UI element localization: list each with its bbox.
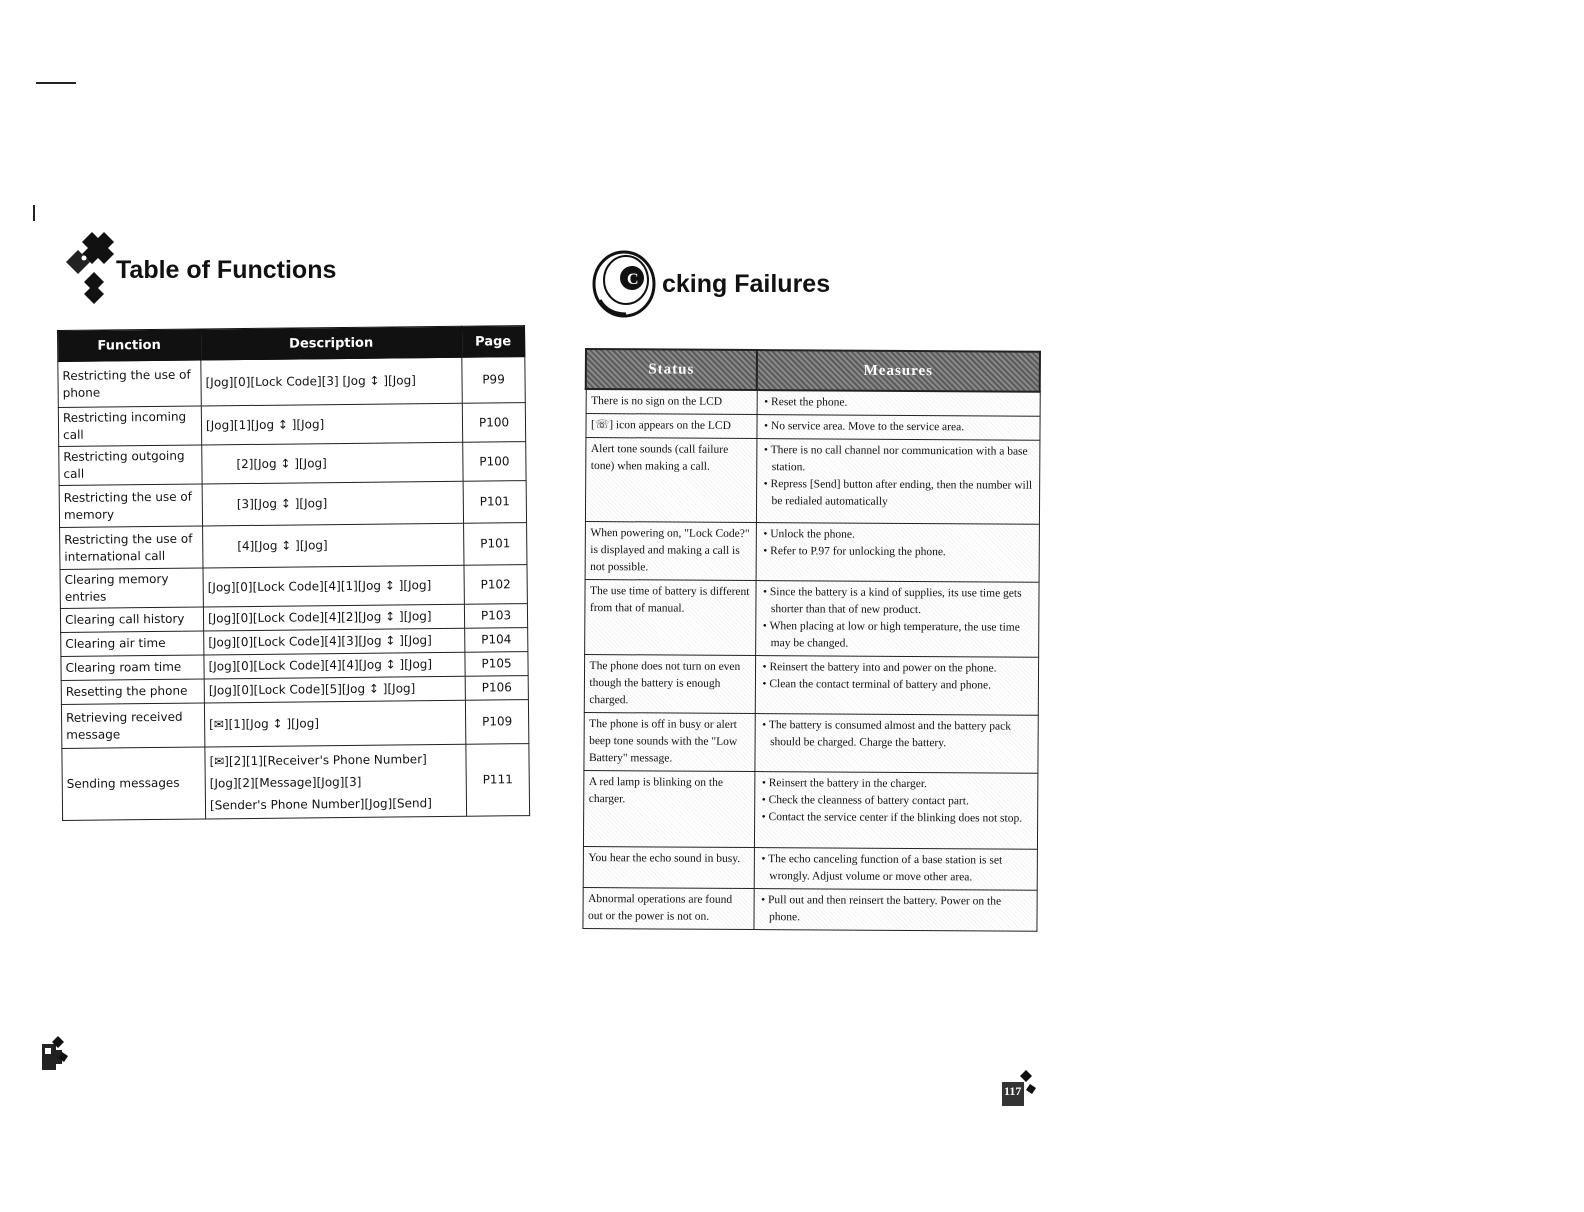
svg-text:C: C — [627, 271, 639, 288]
measure-item: • Reinsert the battery into and power on the phone. — [760, 659, 1032, 678]
table-row — [60, 523, 527, 570]
page-cell: P100 — [462, 403, 525, 443]
function-cell: Sending messages — [62, 747, 206, 820]
description-cell: [Jog][0][Lock Code][4][3][Jog ↕ ][Jog] — [204, 628, 465, 655]
measures-cell — [755, 656, 1038, 716]
status-cell: The use time of battery is different from that of manual. — [584, 580, 755, 656]
column-header-function: Function — [58, 329, 201, 361]
column-header-status: Status — [586, 349, 757, 390]
table-row — [582, 887, 1036, 931]
table-row — [585, 414, 1039, 441]
page-cell: P105 — [465, 652, 528, 677]
page-cell: P100 — [463, 442, 526, 482]
table-row — [585, 522, 1039, 583]
measures-cell — [754, 848, 1037, 891]
puzzle-pieces-icon — [64, 228, 124, 308]
description-cell: [3][Jog ↕ ][Jog] — [202, 481, 463, 526]
measure-item: • When placing at low or high temperature, the use time may be changed. — [761, 618, 1033, 654]
table-row — [583, 770, 1037, 849]
description-cell: [2][Jog ↕ ][Jog] — [202, 442, 463, 484]
status-cell: A red lamp is blinking on the charger. — [583, 770, 754, 847]
measure-item: • Check the cleanness of battery contact part. — [760, 792, 1032, 811]
column-header-page: Page — [461, 326, 524, 358]
table-row — [584, 580, 1038, 658]
description-cell: [4][Jog ↕ ][Jog] — [203, 523, 464, 568]
description-cell: [Jog][0][Lock Code][4][2][Jog ↕ ][Jog] — [203, 604, 464, 631]
page-cell: P104 — [465, 628, 528, 653]
table-row — [59, 481, 526, 528]
function-cell: Retrieving received message — [61, 703, 204, 748]
table-header-row — [586, 349, 1040, 392]
measure-item: • There is no call channel nor communication with a base station. — [762, 442, 1034, 478]
page-cell: P101 — [464, 523, 527, 566]
measure-item: • Reinsert the battery in the charger. — [760, 775, 1032, 794]
puzzle-corner-icon — [34, 1032, 74, 1076]
checking-failures-heading — [590, 244, 890, 324]
table-row — [583, 846, 1037, 890]
description-cell: [✉][1][Jog ↕ ][Jog] — [204, 700, 465, 747]
measures-cell — [753, 889, 1036, 932]
function-table-heading — [64, 228, 364, 308]
measure-item: • Clean the contact terminal of battery and phone. — [760, 676, 1032, 695]
page-number-badge — [998, 1068, 1042, 1110]
measure-item: • No service area. Move to the service area. — [762, 418, 1034, 437]
scan-mark — [33, 205, 35, 221]
table-row — [585, 438, 1040, 525]
measures-cell — [756, 523, 1039, 583]
heading-text: able of Functions — [129, 256, 337, 284]
page-cell: P109 — [465, 700, 528, 745]
heading-text: cking Failures — [662, 270, 831, 298]
measure-item: • Refer to P.97 for unlocking the phone. — [761, 543, 1033, 562]
measures-cell — [756, 439, 1040, 525]
status-cell: [☏] icon appears on the LCD — [585, 414, 756, 439]
status-cell: There is no sign on the LCD — [586, 389, 757, 415]
measure-item: • The echo canceling function of a base station is set wrongly. Adjust volume or move other area. — [759, 851, 1031, 887]
table-row — [59, 442, 526, 486]
measure-item: • Unlock the phone. — [761, 526, 1033, 545]
measure-item: • Pull out and then reinsert the battery. Power on the phone. — [759, 892, 1031, 928]
heading-initial: T — [116, 256, 130, 284]
description-line: [✉][2][1][Receiver's Phone Number] — [209, 751, 427, 768]
measure-item: • Repress [Send] button after ending, then the number will be redialed automatically — [762, 476, 1034, 512]
table-row — [60, 565, 527, 609]
function-cell: Clearing memory entries — [60, 568, 203, 608]
description-line: [Sender's Phone Number][Jog][Send] — [209, 795, 432, 812]
function-cell: Restricting incoming call — [58, 406, 201, 446]
table-row — [62, 744, 530, 821]
description-line: [Jog][2][Message][Jog][3] — [209, 774, 362, 790]
measures-cell — [754, 772, 1037, 850]
measures-cell — [757, 390, 1040, 416]
function-cell: Resetting the phone — [61, 679, 204, 704]
checking-emblem-icon — [590, 244, 662, 320]
table-row — [583, 712, 1037, 773]
function-cell: Clearing call history — [60, 607, 203, 632]
status-cell: Abnormal operations are found out or the power is not on. — [582, 887, 753, 929]
scan-mark — [36, 82, 76, 84]
status-cell: When powering on, "Lock Code?" is displayed and making a call is not possible. — [585, 522, 756, 581]
status-cell: The phone is off in busy or alert beep tone sounds with the "Low Battery" message. — [583, 712, 754, 771]
page-number: 117 — [1004, 1084, 1022, 1098]
table-row — [586, 389, 1040, 416]
page-cell: P106 — [465, 676, 528, 701]
status-cell: The phone does not turn on even though the battery is enough charged. — [584, 655, 755, 714]
measures-cell — [754, 714, 1037, 774]
function-cell: Restricting the use of memory — [59, 484, 202, 527]
measure-item: • The battery is consumed almost and the battery pack should be charged. Charge the battery. — [760, 717, 1032, 753]
measures-cell — [756, 415, 1039, 441]
description-cell: [Jog][0][Lock Code][5][Jog ↕ ][Jog] — [204, 676, 465, 703]
column-header-description: Description — [200, 326, 461, 360]
measure-item: • Since the battery is a kind of supplies, its use time gets shorter than that of new product. — [761, 584, 1033, 620]
column-header-measures: Measures — [757, 350, 1040, 392]
table-row — [61, 700, 528, 749]
functions-table — [57, 325, 530, 821]
status-cell: You hear the echo sound in busy. — [583, 846, 754, 888]
page-cell: P103 — [464, 604, 527, 629]
page-cell: P101 — [463, 481, 526, 524]
function-cell: Restricting the use of international call — [60, 526, 203, 569]
description-cell: [Jog][0][Lock Code][4][1][Jog ↕ ][Jog] — [203, 565, 464, 607]
description-cell: [Jog][0][Lock Code][3] [Jog ↕ ][Jog] — [201, 357, 462, 406]
failures-table — [581, 348, 1041, 932]
description-cell: [Jog][1][Jog ↕ ][Jog] — [201, 403, 462, 445]
function-cell: Restricting outgoing call — [59, 445, 202, 485]
table-row — [58, 357, 525, 408]
table-header-row — [58, 326, 525, 362]
description-cell: [Jog][0][Lock Code][4][4][Jog ↕ ][Jog] — [204, 652, 465, 679]
page-cell: P99 — [462, 357, 525, 404]
status-cell: Alert tone sounds (call failure tone) when making a call. — [585, 438, 757, 523]
page-cell: P102 — [464, 565, 527, 605]
measures-cell — [755, 581, 1038, 658]
measure-item: • Contact the service center if the blinking does not stop. — [760, 809, 1032, 828]
table-row — [58, 403, 525, 447]
measure-item: • Reset the phone. — [762, 394, 1034, 413]
page-cell: P111 — [466, 744, 530, 817]
function-cell: Clearing roam time — [61, 655, 204, 680]
function-cell: Clearing air time — [61, 631, 204, 656]
table-row — [584, 655, 1038, 716]
function-cell: Restricting the use of phone — [58, 360, 201, 407]
description-cell — [205, 744, 467, 819]
